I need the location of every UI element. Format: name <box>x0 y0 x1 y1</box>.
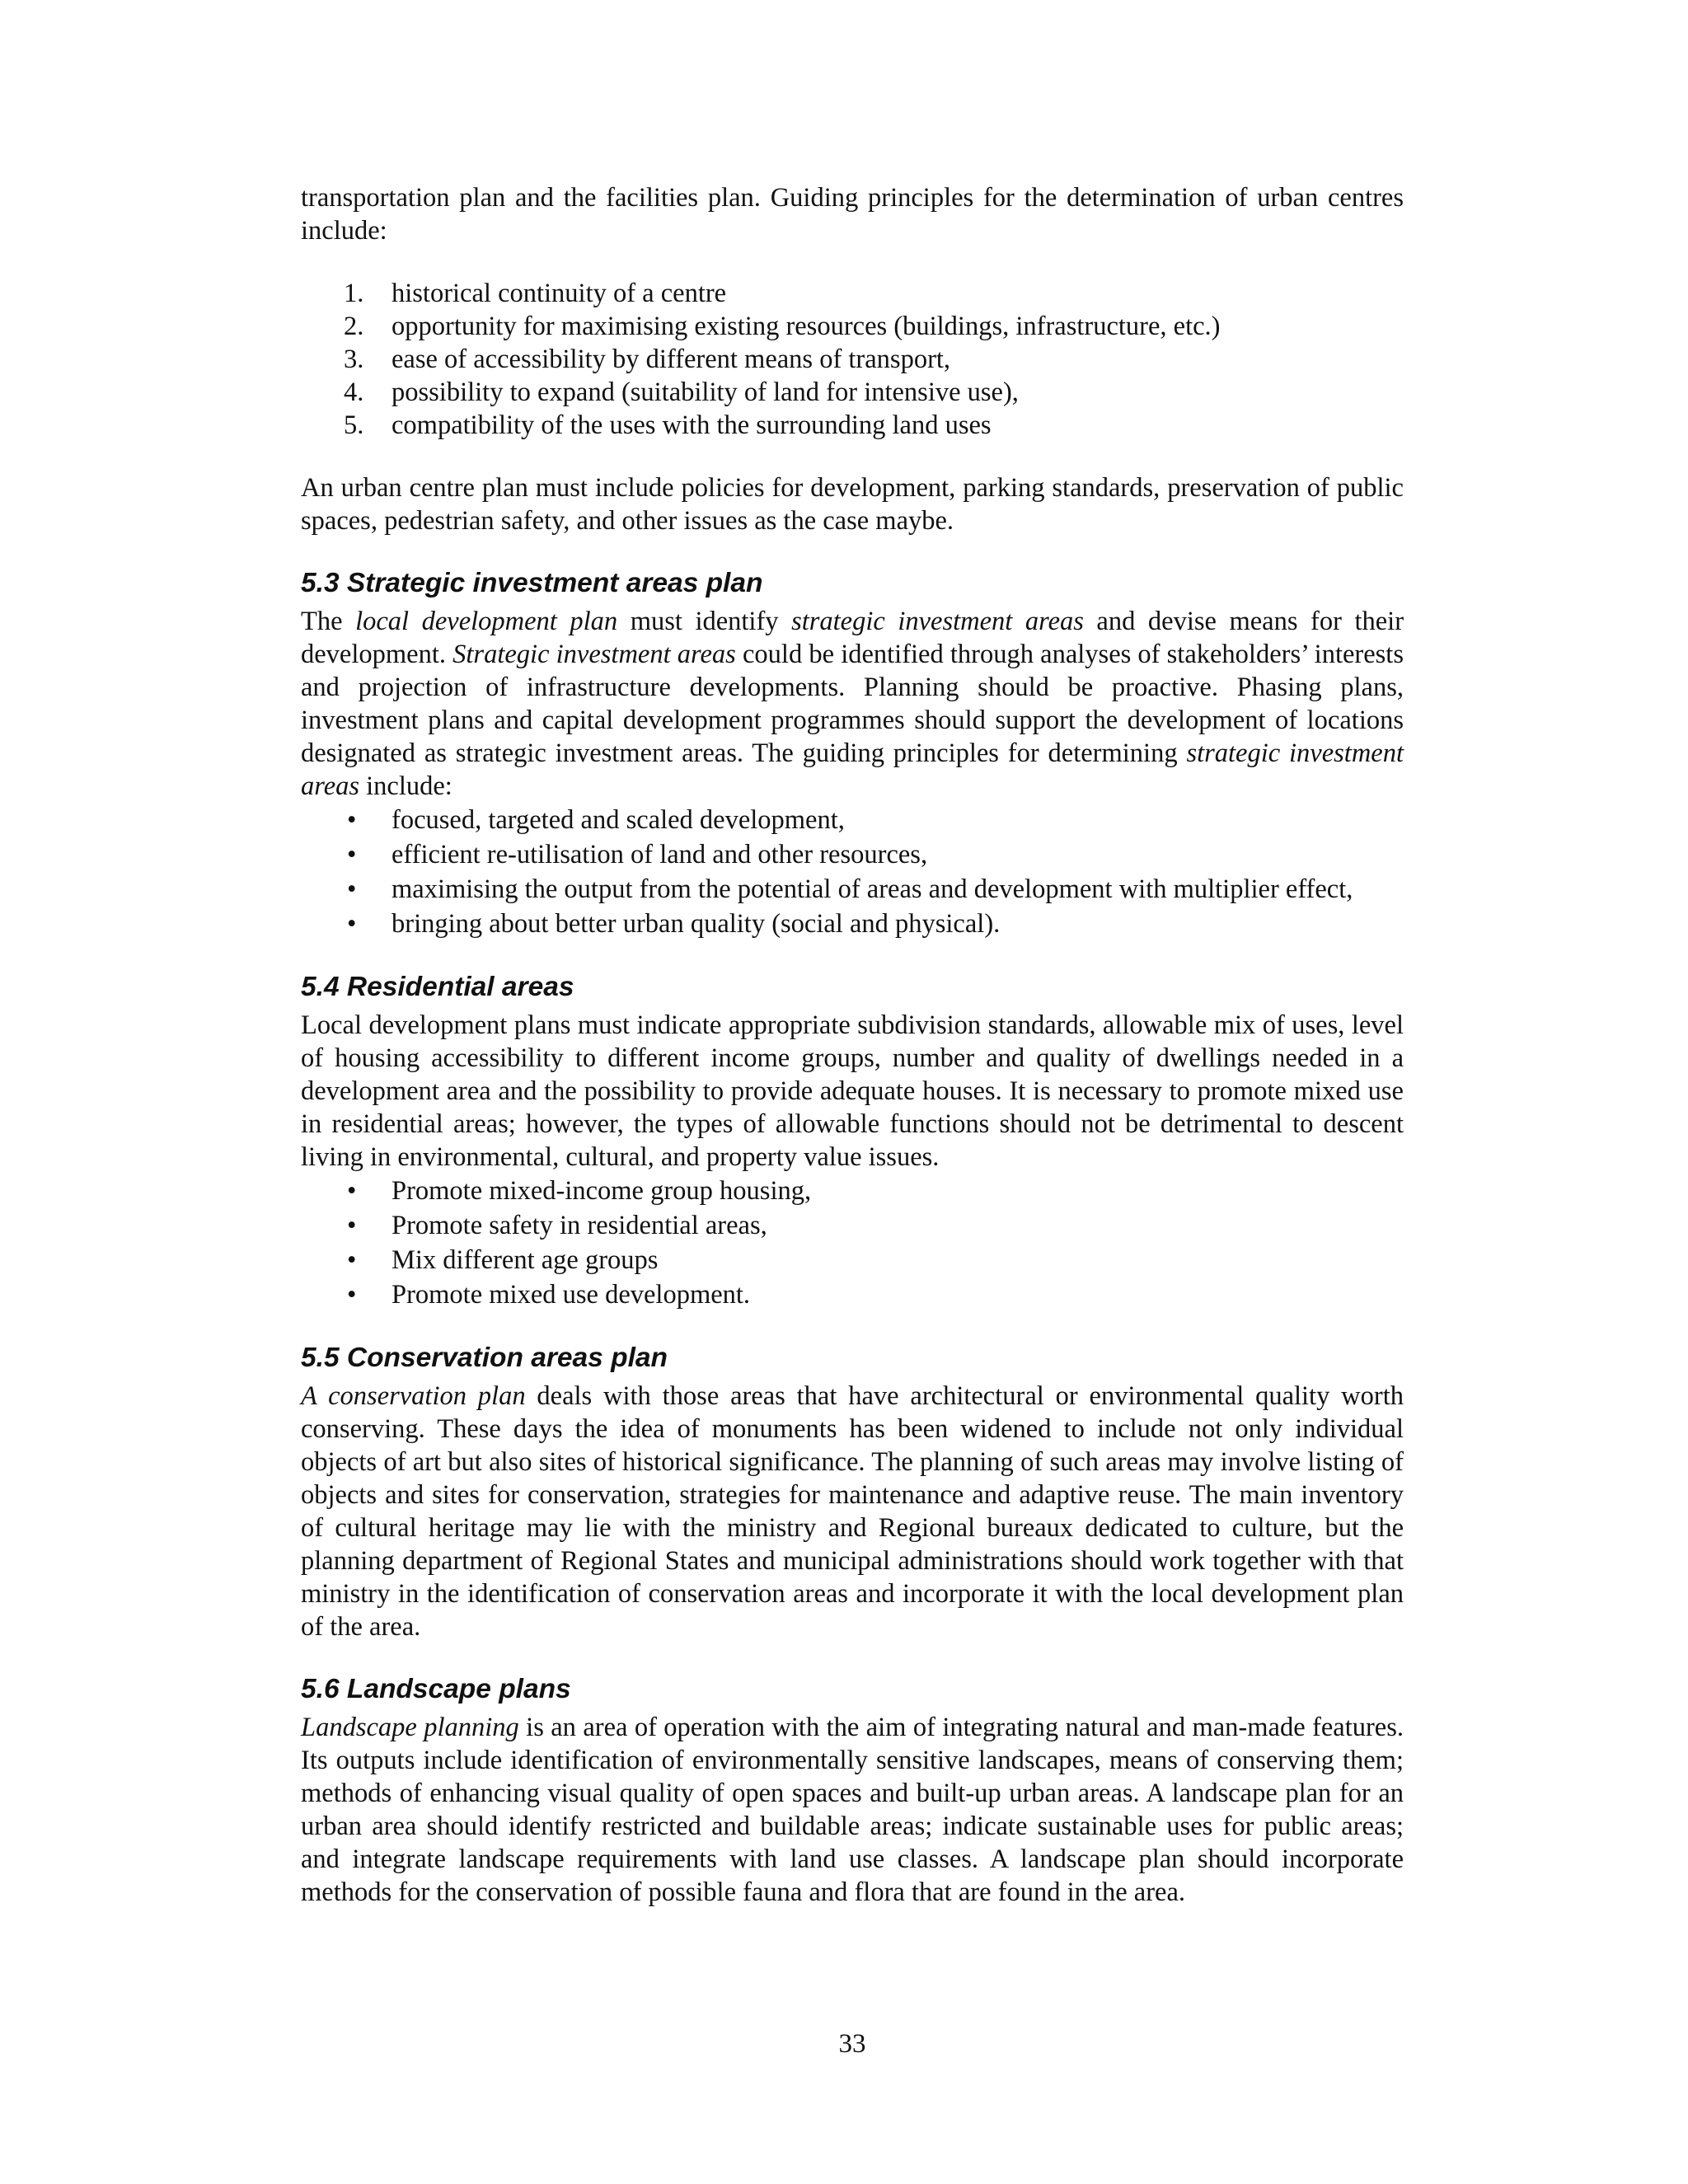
list-item <box>301 343 1404 376</box>
list-number: 1. <box>344 279 364 308</box>
list-item-text: Promote mixed use development. <box>392 1280 751 1310</box>
text-run: include: <box>359 771 452 801</box>
list-number: 2. <box>344 312 364 341</box>
list-number: 4. <box>344 377 364 407</box>
list-item <box>301 376 1404 409</box>
text-run: is an area of operation with the aim of integrating natural and man-made features. Its outputs include identification of environmentally sensitive landscapes, means of conserving them; methods of enhancing visual quality of open spaces and built-up urban areas. A landscape plan for an urban area should identify restricted and buildable areas; indicate sustainable uses for public areas; and integrate landscape requirements with land use classes. A landscape plan should incorporate methods for the conservation of possible fauna and flora that are found in the area. <box>301 1713 1404 1907</box>
emphasis-text: strategic investment areas <box>791 607 1084 636</box>
bullet-icon: • <box>347 874 357 904</box>
section-heading-5-5: 5.5 Conservation areas plan <box>301 1343 668 1373</box>
list-item-text: efficient re-utilisation of land and other resources, <box>392 840 928 869</box>
list-item-text: possibility to expand (suitability of land for intensive use), <box>392 377 1019 407</box>
bullet-icon: • <box>347 1280 357 1310</box>
list-item-text: Mix different age groups <box>392 1245 659 1275</box>
list-item <box>301 409 1404 442</box>
list-item <box>301 1208 1404 1243</box>
list-item <box>301 310 1404 343</box>
bullet-icon: • <box>347 840 357 869</box>
emphasis-text: strategic investment areas <box>301 738 1404 801</box>
intro-paragraph: transportation plan and the facilities plan. Guiding principles for the determination of urban centres include: <box>301 183 1404 246</box>
emphasis-text: A conservation plan <box>301 1381 526 1411</box>
text-run: and devise means for their development. <box>301 607 1404 669</box>
list-item-text: ease of accessibility by different means of transport, <box>392 344 951 374</box>
section-5-4-bullet-list <box>301 1174 1404 1312</box>
list-item-text: bringing about better urban quality (social and physical). <box>392 909 1001 939</box>
bullet-icon: • <box>347 909 357 939</box>
list-item-text: maximising the output from the potential of areas and development with multiplier effect, <box>392 874 1353 904</box>
section-5-6-paragraph <box>301 1711 1404 1909</box>
list-item <box>301 1243 1404 1277</box>
list-item <box>301 277 1404 310</box>
page-content <box>301 181 1404 1909</box>
list-item <box>301 1277 1404 1312</box>
bullet-icon: • <box>347 1245 357 1275</box>
list-item <box>301 1174 1404 1208</box>
section-heading-5-4: 5.4 Residential areas <box>301 972 574 1002</box>
list-number: 5. <box>344 410 364 440</box>
list-item <box>301 837 1404 872</box>
emphasis-text: local development plan <box>355 607 618 636</box>
list-item-text: historical continuity of a centre <box>392 279 727 308</box>
list-item-text: Promote mixed-income group housing, <box>392 1176 812 1206</box>
page-number: 33 <box>838 2029 866 2059</box>
section-5-3-bullet-list <box>301 803 1404 941</box>
list-number: 3. <box>344 344 364 374</box>
list-item <box>301 907 1404 941</box>
list-item <box>301 872 1404 907</box>
section-heading-5-3: 5.3 Strategic investment areas plan <box>301 568 763 598</box>
section-heading-5-6: 5.6 Landscape plans <box>301 1674 571 1704</box>
list-item-text: Promote safety in residential areas, <box>392 1211 767 1240</box>
bullet-icon: • <box>347 1211 357 1240</box>
urban-centre-paragraph: An urban centre plan must include policies for development, parking standards, preservation of public spaces, pedestrian safety, and other issues as the case maybe. <box>301 473 1404 536</box>
section-5-5-paragraph <box>301 1380 1404 1643</box>
text-run: could be identified through analyses of stakeholders’ interests and projection of infrastructure developments. Planning should be proactive. Phasing plans, investment plans and capital development programmes should support the development of locations designated as strategic investment areas. The guiding principles for determining <box>301 640 1404 768</box>
emphasis-text: Landscape planning <box>301 1713 519 1742</box>
list-item-text: focused, targeted and scaled development, <box>392 805 845 835</box>
emphasis-text: Strategic investment areas <box>452 640 736 669</box>
text-run: must identify <box>617 607 792 636</box>
section-5-3-paragraph <box>301 605 1404 803</box>
list-item <box>301 803 1404 837</box>
section-5-4-paragraph: Local development plans must indicate appropriate subdivision standards, allowable mix of uses, level of housing accessibility to different income groups, number and quality of dwellings needed in a development area and the possibility to provide adequate houses. It is necessary to promote mixed use in residential areas; however, the types of allowable functions should not be detrimental to descent living in environmental, cultural, and property value issues. <box>301 1010 1404 1172</box>
bullet-icon: • <box>347 805 357 835</box>
text-run: deals with those areas that have architectural or environmental quality worth conserving. These days the idea of monuments has been widened to include not only individual objects of art but also sites of historical significance. The planning of such areas may involve listing of objects and sites for conservation, strategies for maintenance and adaptive reuse. The main inventory of cultural heritage may lie with the ministry and Regional bureaux dedicated to culture, but the planning department of Regional States and municipal administrations should work together with that ministry in the identification of conservation areas and incorporate it with the local development plan of the area. <box>301 1381 1404 1642</box>
list-item-text: opportunity for maximising existing resources (buildings, infrastructure, etc.) <box>392 312 1221 341</box>
principles-list <box>301 277 1404 442</box>
text-run: The <box>301 607 356 636</box>
list-item-text: compatibility of the uses with the surrounding land uses <box>392 410 992 440</box>
bullet-icon: • <box>347 1176 357 1206</box>
